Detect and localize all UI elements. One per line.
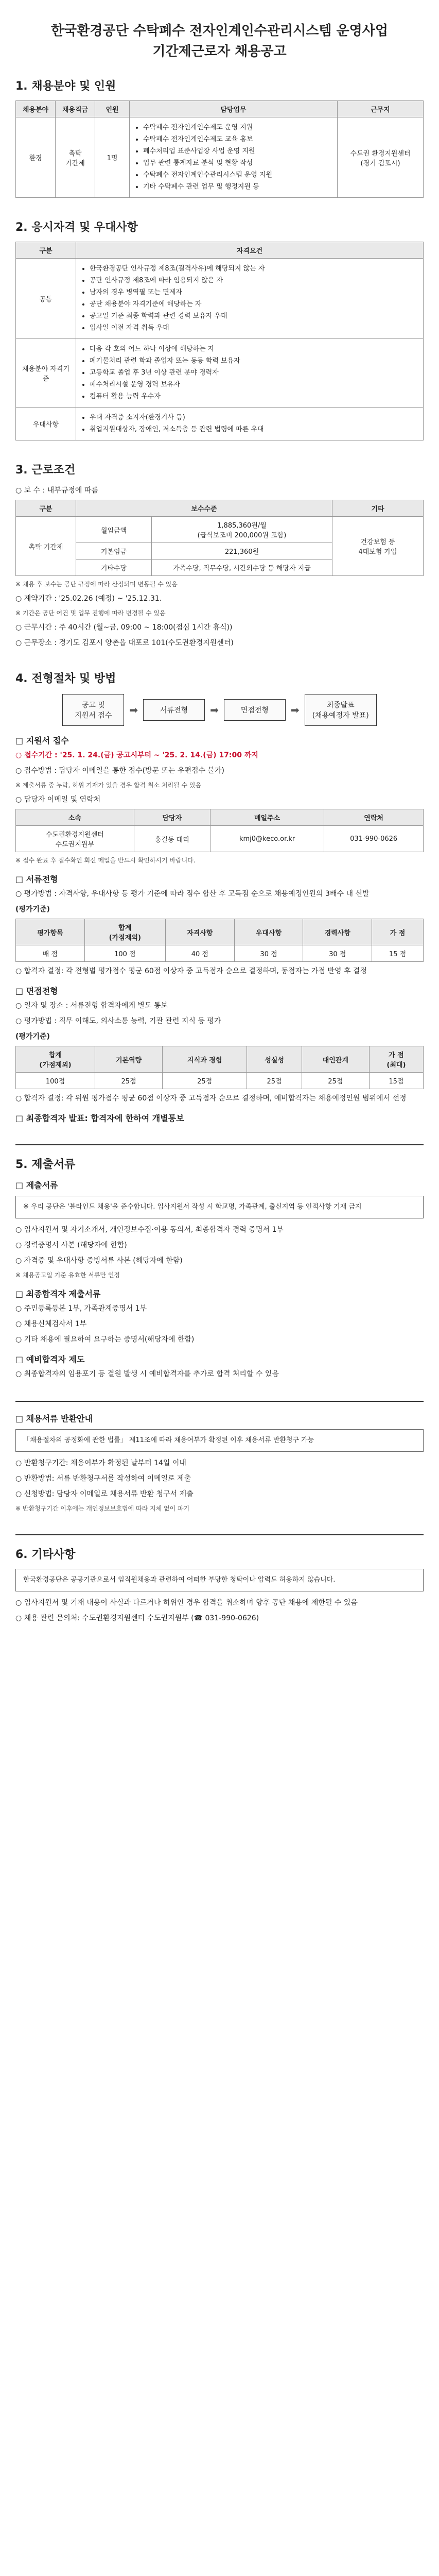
return-box: 「채용절차의 공정화에 관한 법률」 제11조에 따라 채용여부가 확정된 이후 채용서류 반환청구 가능 (15, 1429, 424, 1452)
table-cell: 수도권 환경지원센터 (경기 김포시) (338, 117, 424, 198)
table-cell: 25점 (95, 1073, 163, 1089)
table-header: 자격요건 (76, 242, 424, 259)
apply-period: ○ 접수기간 : '25. 1. 24.(금) 공고시부터 ~ '25. 2. 14.(금) 17:00 까지 (15, 751, 258, 759)
list-item: • 남자의 경우 병역필 또는 면제자 (90, 287, 419, 298)
apply-note: ※ 제출서류 중 누락, 허위 기재가 있을 경우 합격 취소 처리될 수 있음 (15, 782, 202, 789)
final-announcement: □ 최종합격자 발표: 합격자에 한하여 개별통보 (15, 1113, 184, 1123)
return-item: ○ 반환방법: 서류 반환청구서를 작성하여 이메일로 제출 (15, 1475, 191, 1483)
condition-item: ※ 기간은 공단 여건 및 업무 진행에 따라 변경될 수 있음 (15, 609, 166, 617)
pay-table (15, 500, 424, 576)
list-item: • 수탁폐수 전자인계인수제도 교육 홍보 (143, 134, 333, 145)
table-cell: 100 점 (84, 945, 165, 962)
interview-item: ○ 일자 및 장소 : 서류전형 합격자에게 별도 통보 (15, 1002, 168, 1010)
table-cell: 1,885,360원/월 (급식보조비 200,000원 포함) (152, 517, 332, 543)
list-item: • 공단 채용분야 자격기준에 해당하는 자 (90, 299, 419, 310)
list-item: • 입사일 이전 자격 취득 우대 (90, 323, 419, 333)
table-header: 가 점 (최대) (369, 1046, 423, 1073)
list-item: • 수탁폐수 전자인계인수관리시스템 운영 지원 (143, 170, 333, 180)
table-header: 기본역량 (95, 1046, 163, 1073)
list-item: • 우대 자격증 소지자(환경기사 등) (90, 413, 419, 423)
list-item: • 업무 관련 통계자료 분석 및 현황 작성 (143, 158, 333, 168)
pay-label: ○ 보 수 : 내부규정에 따름 (15, 486, 98, 495)
table-header: 우대사항 (234, 919, 303, 945)
reserve-heading: □ 예비합격자 제도 (15, 1354, 85, 1364)
table-cell (76, 339, 424, 408)
table-cell: 40 점 (166, 945, 235, 962)
doc-pass-rule: ○ 합격자 결정: 각 전형별 평가점수 평균 60점 이상자 중 고득점자 순으로 결정하며, 동점자는 가점 반영 후 결정 (15, 967, 367, 975)
table-header: 구분 (16, 500, 76, 517)
table-cell (76, 408, 424, 440)
docs-note: ※ 채용공고일 기준 유효한 서류만 인정 (15, 1272, 120, 1279)
list-item: • 공고일 기준 최종 학력과 관련 경력 보유자 우대 (90, 311, 419, 321)
table-cell: 1명 (95, 117, 130, 198)
table-cell (76, 259, 424, 339)
section-title: 6. 기타사항 (15, 1548, 76, 1561)
reserve-item: ○ 최종합격자의 임용포기 등 결원 발생 시 예비합격자를 추가로 합격 처리할 수 있음 (15, 1370, 279, 1378)
table-cell: 30 점 (234, 945, 303, 962)
table-header: 대인관계 (302, 1046, 369, 1073)
table-header: 메일주소 (210, 809, 324, 826)
etc-item: ○ 채용 관련 문의처: 수도권환경지원센터 수도권지원부 (☎ 031-990-0626) (15, 1614, 259, 1622)
apply-heading: □ 지원서 접수 (15, 736, 69, 745)
section-title: 1. 채용분야 및 인원 (15, 80, 116, 93)
section-etc (15, 1546, 424, 1624)
interview-pass-rule: ○ 합격자 결정: 각 위원 평가점수 평균 60점 이상자 중 고득점자 순으로 결정하며, 예비합격자는 채용예정인원 범위에서 선정 (15, 1094, 407, 1103)
table-cell: 기본임금 (76, 543, 152, 560)
table-cell: 홍길동 대리 (134, 826, 210, 852)
section-recruit-field (15, 77, 424, 198)
arrow-right-icon: ➡ (210, 704, 219, 716)
doc-screen-item: ○ 평가방법 : 자격사항, 우대사항 등 평가 기준에 따라 점수 합산 후 고득점 순으로 채용예정인원의 3배수 내 선발 (15, 890, 370, 898)
section-return (15, 1412, 424, 1514)
list-item: • 기타 수탁폐수 관련 업무 및 행정지원 등 (143, 182, 333, 192)
doc-item: ○ 입사지원서 및 자기소개서, 개인정보수집·이용 동의서, 최종합격자 경력 증명서 1부 (15, 1226, 284, 1234)
list-item: • 고등학교 졸업 후 3년 이상 관련 분야 경력자 (90, 368, 419, 378)
table-cell: 채용분야 자격기준 (16, 339, 76, 408)
table-cell: 공통 (16, 259, 76, 339)
table-header: 보수수준 (76, 500, 332, 517)
doc-score-table (15, 919, 424, 962)
final-doc-item: ○ 주민등록등본 1부, 가족관계증명서 1부 (15, 1304, 147, 1313)
section-title: 2. 응시자격 및 우대사항 (15, 221, 138, 234)
table-cell: 기타수당 (76, 560, 152, 576)
table-cell: 100점 (16, 1073, 95, 1089)
list-item: • 폐수처리시설 운영 경력 보유자 (90, 380, 419, 390)
section-title: 4. 전형절차 및 방법 (15, 672, 116, 685)
flow-step: 공고 및 지원서 접수 (62, 694, 124, 726)
pay-note: ※ 채용 후 보수는 공단 규정에 따라 산정되며 변동될 수 있음 (15, 581, 178, 588)
condition-item: ○ 계약기간 : '25.02.26 (예정) ~ '25.12.31. (15, 595, 162, 603)
table-cell: 30 점 (303, 945, 372, 962)
table-cell: 15점 (369, 1073, 423, 1089)
final-doc-item: ○ 채용신체검사서 1부 (15, 1320, 87, 1328)
table-header: 연락처 (324, 809, 424, 826)
section-qualifications (15, 218, 424, 440)
qualification-table (15, 242, 424, 440)
process-flow (15, 694, 424, 726)
table-header: 기타 (332, 500, 424, 517)
contact-table (15, 809, 424, 852)
table-header: 경력사항 (303, 919, 372, 945)
table-cell: 15 점 (372, 945, 424, 962)
blind-notice-box: ※ 우리 공단은 '블라인드 채용'을 준수합니다. 입사지원서 작성 시 학교명, 가족관계, 출신지역 등 인적사항 기재 금지 (15, 1196, 424, 1218)
score-title: (평가기준) (15, 905, 50, 913)
flow-step: 최종발표 (채용예정자 발표) (305, 694, 377, 726)
table-cell: 가족수당, 직무수당, 시간외수당 등 해당자 지급 (152, 560, 332, 576)
interview-item: ○ 평가방법 : 직무 이해도, 의사소통 능력, 기관 관련 지식 등 평가 (15, 1017, 221, 1025)
table-cell: 031-990-0626 (324, 826, 424, 852)
table-header: 채용직급 (56, 101, 95, 117)
contact-note: ※ 접수 완료 후 접수확인 회신 메일을 반드시 확인하시기 바랍니다. (15, 857, 196, 864)
table-header: 담당업무 (130, 101, 338, 117)
doc-item: ○ 자격증 및 우대사항 증빙서류 사본 (해당자에 한함) (15, 1257, 183, 1265)
condition-item: ○ 근무시간 : 주 40시간 (월~금, 09:00 ~ 18:00(점심 1시간 휴식)) (15, 623, 233, 632)
return-heading: □ 채용서류 반환안내 (15, 1414, 93, 1423)
recruit-table (15, 100, 424, 198)
table-header: 지식과 경험 (163, 1046, 247, 1073)
table-header: 자격사항 (166, 919, 235, 945)
table-header: 성실성 (247, 1046, 302, 1073)
table-header: 평가항목 (16, 919, 85, 945)
table-cell: 건강보험 등 4대보험 가입 (332, 517, 424, 576)
arrow-right-icon: ➡ (290, 704, 300, 716)
section-documents (15, 1156, 424, 1380)
table-cell: 25점 (247, 1073, 302, 1089)
etc-item: ○ 입사지원서 및 기재 내용이 사실과 다르거나 허위인 경우 합격을 취소하며 향후 공단 채용에 제한될 수 있음 (15, 1599, 358, 1607)
final-doc-item: ○ 기타 채용에 필요하여 요구하는 증명서(해당자에 한함) (15, 1335, 195, 1344)
table-header: 합계 (가점제외) (84, 919, 165, 945)
table-header: 인원 (95, 101, 130, 117)
final-docs-heading: □ 최종합격자 제출서류 (15, 1289, 101, 1299)
table-header: 근무지 (338, 101, 424, 117)
section-title: 3. 근로조건 (15, 464, 76, 477)
return-item: ○ 신청방법: 담당자 이메일로 채용서류 반환 청구서 제출 (15, 1490, 194, 1498)
contact-email-link[interactable]: kmj0@keco.or.kr (210, 826, 324, 852)
table-header: 합계 (가점제외) (16, 1046, 95, 1073)
list-item: • 수탁폐수 전자인계인수제도 운영 지원 (143, 123, 333, 133)
table-header: 구분 (16, 242, 76, 259)
table-cell: 배 점 (16, 945, 85, 962)
interview-score-table (15, 1046, 424, 1089)
flow-step: 서류전형 (143, 699, 205, 721)
table-cell: 우대사항 (16, 408, 76, 440)
section-process (15, 670, 424, 1124)
return-note: ※ 반환청구기간 이후에는 개인정보보호법에 따라 지체 없이 파기 (15, 1505, 190, 1512)
page-title: 한국환경공단 수탁폐수 전자인계인수관리시스템 운영사업 기간제근로자 채용공고 (50, 23, 389, 59)
return-item: ○ 반환청구기간: 채용여부가 확정된 날부터 14일 이내 (15, 1459, 186, 1467)
table-header: 가 점 (372, 919, 424, 945)
table-header: 채용분야 (16, 101, 56, 117)
interview-heading: □ 면접전형 (15, 986, 58, 996)
table-cell: 221,360원 (152, 543, 332, 560)
flow-step: 면접전형 (224, 699, 286, 721)
table-cell: 촉탁 기간제 (16, 517, 76, 576)
list-item: • 취업지원대상자, 장애인, 저소득층 등 관련 법령에 따른 우대 (90, 425, 419, 435)
list-item: • 공단 인사규정 제8조에 따라 임용되지 않은 자 (90, 276, 419, 286)
table-cell: 촉탁 기간제 (56, 117, 95, 198)
list-item: • 폐수처리업 표준사업장 사업 운영 지원 (143, 146, 333, 157)
table-header: 담당자 (134, 809, 210, 826)
doc-item: ○ 경력증명서 사본 (해당자에 한함) (15, 1241, 127, 1249)
list-item: • 컴퓨터 활용 능력 우수자 (90, 392, 419, 402)
divider (15, 1534, 424, 1535)
table-cell: 수도권환경지원센터 수도권지원부 (16, 826, 134, 852)
divider (15, 1401, 424, 1402)
divider (15, 1144, 424, 1145)
arrow-right-icon: ➡ (129, 704, 138, 716)
apply-method: ○ 접수방법 : 담당자 이메일을 통한 접수(방문 또는 우편접수 불가) (15, 767, 225, 775)
table-cell: 월임금액 (76, 517, 152, 543)
section-title: 5. 제출서류 (15, 1158, 76, 1171)
list-item: • 다음 각 호의 어느 하나 이상에 해당하는 자 (90, 344, 419, 354)
doc-screen-heading: □ 서류전형 (15, 874, 58, 884)
table-header: 소속 (16, 809, 134, 826)
section-conditions (15, 461, 424, 649)
table-cell: 25점 (302, 1073, 369, 1089)
etc-box: 한국환경공단은 공공기관으로서 임직원채용과 관련하여 어떠한 부당한 청탁이나 압력도 허용하지 않습니다. (15, 1569, 424, 1591)
score-title: (평가기준) (15, 1032, 50, 1041)
contact-label: ○ 담당자 이메일 및 연락처 (15, 795, 101, 804)
list-item: • 폐기물처리 관련 학과 졸업자 또는 동등 학력 보유자 (90, 356, 419, 366)
list-item: • 한국환경공단 인사규정 제8조(결격사유)에 해당되지 않는 자 (90, 264, 419, 274)
docs-heading: □ 제출서류 (15, 1180, 58, 1190)
table-cell: 25점 (163, 1073, 247, 1089)
table-cell-duties (130, 117, 338, 198)
condition-item: ○ 근무장소 : 경기도 김포시 양촌읍 대포로 101(수도권환경지원센터) (15, 639, 234, 647)
table-cell: 환경 (16, 117, 56, 198)
